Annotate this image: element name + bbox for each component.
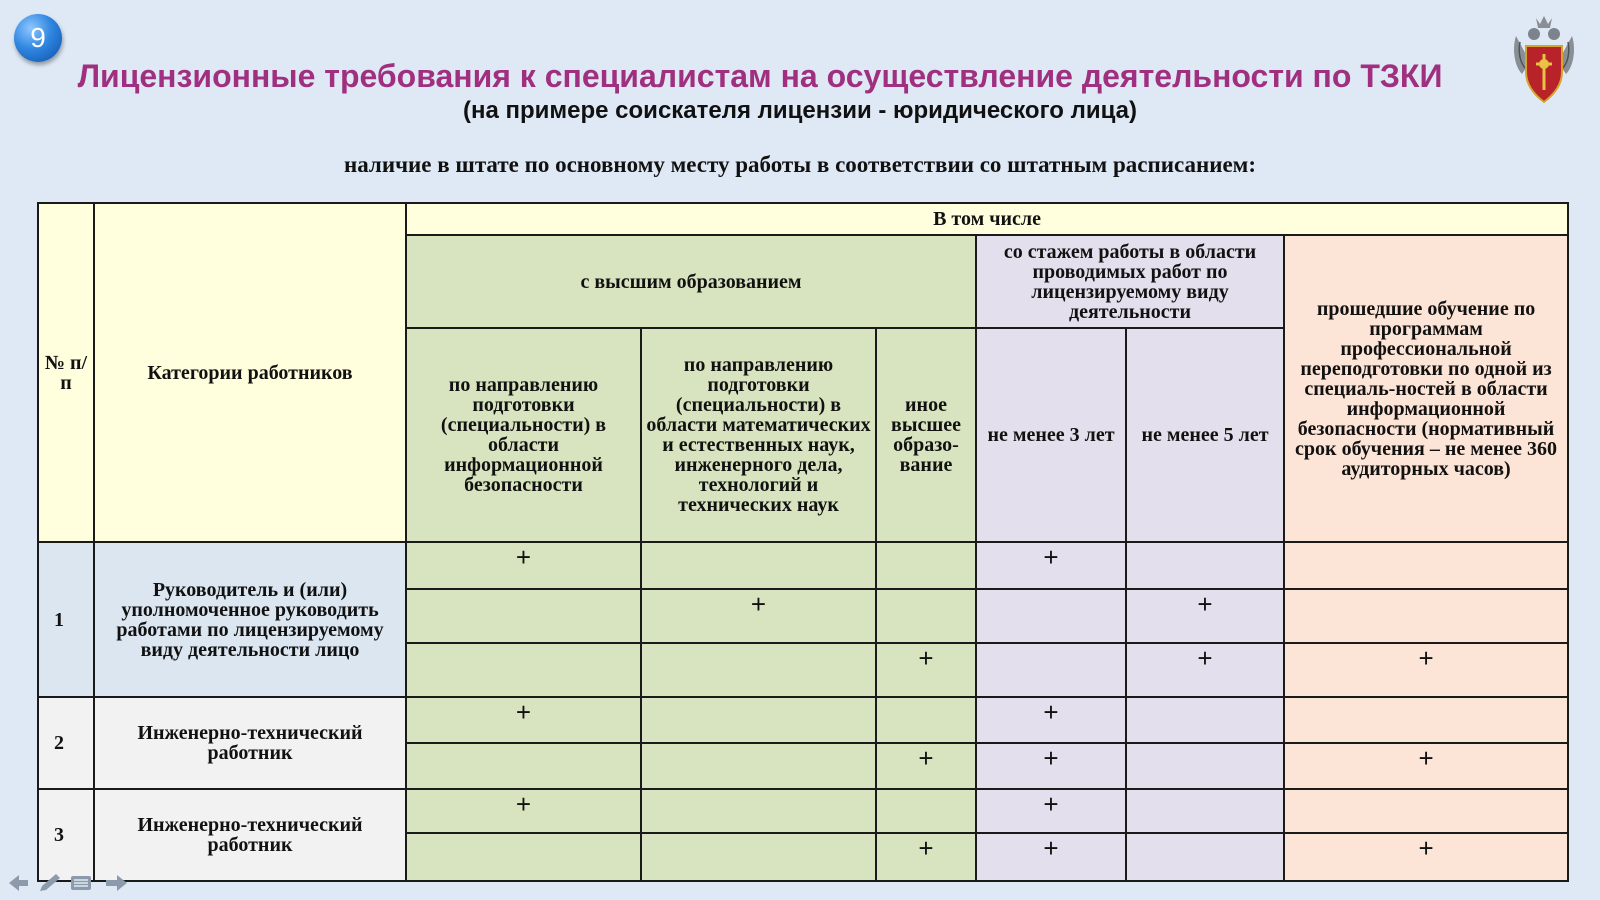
menu-icon[interactable] [68,872,94,894]
table-cell: + [1126,589,1284,643]
table-cell: + [976,743,1126,789]
table-cell [406,743,641,789]
table-cell [1284,697,1568,743]
table-cell: + [976,833,1126,881]
arrow-left-icon[interactable] [6,872,32,894]
page-subtitle: (на примере соискателя лицензии - юридического лица) [462,97,1137,124]
row-category: Руководитель и (или) уполномоченное руководить работами по лицензируемому виду деятельности лицо [94,542,406,697]
row-category: Инженерно-технический работник [94,697,406,789]
table-cell [1126,697,1284,743]
table-cell: + [976,542,1126,589]
header-including: В том числе [406,203,1568,235]
table-cell [641,789,876,833]
header-training: прошедшие обучение по программам профессиональной переподготовки по одной из специаль-ностей в области информационной безопасности (нормативный срок обучения – не менее 360 аудиторных часов) [1284,235,1568,542]
header-edu-infosec: по направлению подготовки (специальности) в области информационной безопасности [406,328,641,542]
table-cell: + [876,643,976,697]
table-cell [876,789,976,833]
table-cell [641,743,876,789]
header-edu-math: по направлению подготовки (специальности) в области математических и естественных наук, инженерного дела, технологий и технических наук [641,328,876,542]
table-cell [641,697,876,743]
header-exp-3: не менее 3 лет [976,328,1126,542]
table-cell [641,643,876,697]
table-cell: + [1126,643,1284,697]
lead-text: наличие в штате по основному месту работы в соответствии со штатным расписанием: [343,152,1257,177]
row-number: 1 [38,542,94,697]
pen-icon[interactable] [36,872,62,894]
table-cell: + [876,833,976,881]
header-edu-other: иное высшее образо-вание [876,328,976,542]
table-cell [876,589,976,643]
table-cell [876,697,976,743]
table-cell: + [1284,833,1568,881]
table-cell: + [876,743,976,789]
table-cell: + [1284,643,1568,697]
header-exp-5: не менее 5 лет [1126,328,1284,542]
slide-number: 9 [30,22,46,53]
table-cell [1126,833,1284,881]
row-number: 2 [38,697,94,789]
table-cell [976,643,1126,697]
table-cell [976,589,1126,643]
table-cell: + [1284,743,1568,789]
table-cell [1126,542,1284,589]
table-cell: + [406,697,641,743]
table-cell [1284,789,1568,833]
slide-number-badge [14,14,62,62]
arrow-right-icon[interactable] [100,872,128,894]
table-cell [1126,789,1284,833]
table-cell [641,833,876,881]
table-cell: + [976,697,1126,743]
table-cell [406,589,641,643]
table-cell [406,643,641,697]
header-num: № п/п [38,203,94,542]
table-row [38,789,1568,833]
header-category: Категории работников [94,203,406,542]
table-cell [641,542,876,589]
table-cell [1284,589,1568,643]
table-cell: + [406,542,641,589]
header-row-1 [38,203,1568,235]
header-experience: со стажем работы в области проводимых работ по лицензируемому виду деятельности [976,235,1284,328]
table-cell: + [406,789,641,833]
table-row [38,542,1568,589]
row-category: Инженерно-технический работник [94,789,406,881]
table-cell [1284,542,1568,589]
emblem-icon [1508,14,1580,106]
table-cell [406,833,641,881]
requirements-table [37,202,1569,882]
table-cell: + [641,589,876,643]
table-cell [1126,743,1284,789]
table-cell: + [976,789,1126,833]
table-cell [876,542,976,589]
header-higher-education: с высшим образованием [406,235,976,328]
row-number: 3 [38,789,94,881]
page-title: Лицензионные требования к специалистам на осуществление деятельности по ТЗКИ [77,58,1443,94]
table-row [38,697,1568,743]
slide-navigation [6,872,130,894]
